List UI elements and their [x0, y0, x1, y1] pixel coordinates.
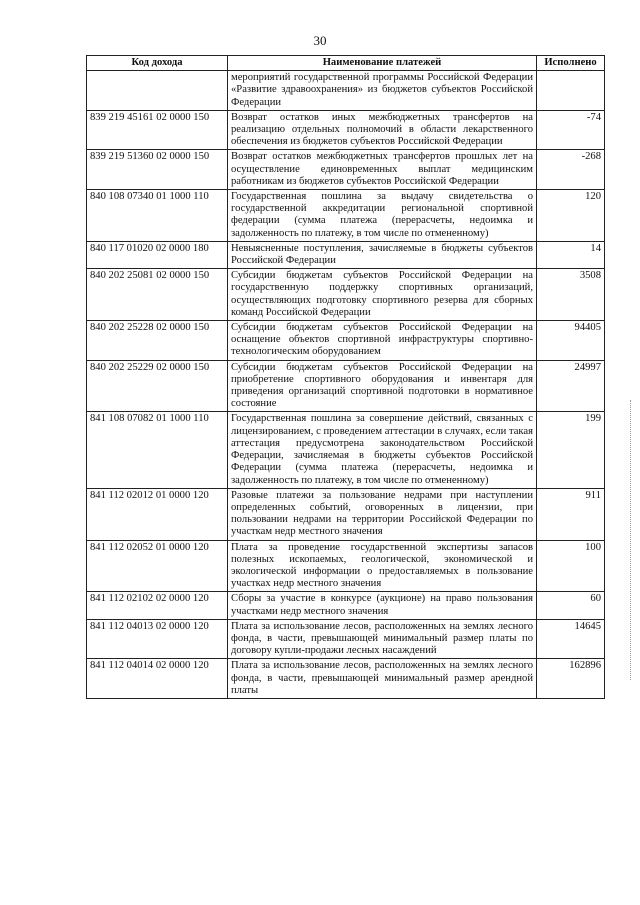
cell-code: [87, 71, 228, 111]
cell-name: Возврат остатков межбюджетных трансфертов прошлых лет на осуществление единовременных выплат медицинским работникам из бюджетов субъектов Российской Федерации: [228, 150, 537, 190]
cell-code: 841 112 02052 01 0000 120: [87, 540, 228, 592]
cell-code: 840 202 25228 02 0000 150: [87, 321, 228, 361]
cell-code: 839 219 51360 02 0000 150: [87, 150, 228, 190]
cell-amount: 162896: [537, 659, 605, 699]
table-row: [87, 360, 605, 412]
cell-amount: 14: [537, 241, 605, 268]
cell-name: Государственная пошлина за выдачу свидетельства о государственной аккредитации региональной спортивной федерации (сумма платежа (перерасчеты, недоимка и задолженность по платежу, в том числе по отмененному): [228, 190, 537, 242]
table-row: [87, 241, 605, 268]
revenue-table: [86, 55, 605, 699]
cell-code: 840 108 07340 01 1000 110: [87, 190, 228, 242]
table-row: [87, 321, 605, 361]
table-row: [87, 659, 605, 699]
cell-code: 841 112 04014 02 0000 120: [87, 659, 228, 699]
cell-name: Плата за использование лесов, расположенных на землях лесного фонда, в части, превышающей минимальный размер платы по договору купли-продажи лесных насаждений: [228, 619, 537, 659]
cell-amount: 94405: [537, 321, 605, 361]
cell-code: 840 202 25229 02 0000 150: [87, 360, 228, 412]
cell-amount: -268: [537, 150, 605, 190]
cell-code: 841 112 02012 01 0000 120: [87, 488, 228, 540]
cell-code: 841 112 04013 02 0000 120: [87, 619, 228, 659]
cell-name: Государственная пошлина за совершение действий, связанных с лицензированием, с проведением аттестации в случаях, если такая аттестация предусмотрена законодательством Российской Федерации, зачисляемая в бюджеты субъектов Российской Федерации (сумма платежа (перерасчеты, недоимка и задолженность по платежу, в том числе по отмененному): [228, 412, 537, 488]
cell-name: Плата за проведение государственной экспертизы запасов полезных ископаемых, геологической, экономической и экологической информации о предоставляемых в пользование участках недр местного значения: [228, 540, 537, 592]
cell-amount: 3508: [537, 269, 605, 321]
table-row: [87, 488, 605, 540]
table-row: [87, 190, 605, 242]
table-row: [87, 110, 605, 150]
cell-name: Субсидии бюджетам субъектов Российской Федерации на государственную поддержку спортивных организаций, осуществляющих подготовку спортивного резерва для сборных команд Российской Федерации: [228, 269, 537, 321]
page-number: 30: [313, 33, 327, 48]
cell-amount: 14645: [537, 619, 605, 659]
cell-amount: 24997: [537, 360, 605, 412]
cell-name: мероприятий государственной программы Российской Федерации «Развитие здравоохранения» из бюджетов субъектов Российской Федерации: [228, 71, 537, 111]
table-row: [87, 71, 605, 111]
cell-amount: 60: [537, 592, 605, 619]
cell-code: 839 219 45161 02 0000 150: [87, 110, 228, 150]
cell-amount: 120: [537, 190, 605, 242]
table-row: [87, 269, 605, 321]
table-header-row: [87, 56, 605, 71]
header-amount: Исполнено: [537, 56, 605, 71]
cell-code: 841 108 07082 01 1000 110: [87, 412, 228, 488]
cell-name: Плата за использование лесов, расположенных на землях лесного фонда, в части, превышающей минимальный размер арендной платы: [228, 659, 537, 699]
cell-name: Невыясненные поступления, зачисляемые в бюджеты субъектов Российской Федерации: [228, 241, 537, 268]
cell-amount: -74: [537, 110, 605, 150]
table-row: [87, 150, 605, 190]
scan-edge-mark: [630, 400, 634, 680]
cell-name: Субсидии бюджетам субъектов Российской Федерации на приобретение спортивного оборудования и инвентаря для приведения организаций спортивной подготовки в нормативное состояние: [228, 360, 537, 412]
cell-amount: 100: [537, 540, 605, 592]
cell-name: Субсидии бюджетам субъектов Российской Федерации на оснащение объектов спортивной инфраструктуры спортивно-технологическим оборудованием: [228, 321, 537, 361]
cell-amount: [537, 71, 605, 111]
cell-amount: 911: [537, 488, 605, 540]
cell-name: Возврат остатков иных межбюджетных трансфертов на реализацию отдельных полномочий в области лекарственного обеспечения из бюджетов субъектов Российской Федерации: [228, 110, 537, 150]
cell-amount: 199: [537, 412, 605, 488]
cell-code: 840 117 01020 02 0000 180: [87, 241, 228, 268]
header-code: Код дохода: [87, 56, 228, 71]
table-row: [87, 540, 605, 592]
table-row: [87, 592, 605, 619]
cell-code: 841 112 02102 02 0000 120: [87, 592, 228, 619]
cell-name: Разовые платежи за пользование недрами при наступлении определенных событий, оговоренных в лицензии, при пользовании недрами на территории Российской Федерации по участкам недр местного значения: [228, 488, 537, 540]
table-row: [87, 412, 605, 488]
cell-name: Сборы за участие в конкурсе (аукционе) на право пользования участками недр местного значения: [228, 592, 537, 619]
table-row: [87, 619, 605, 659]
cell-code: 840 202 25081 02 0000 150: [87, 269, 228, 321]
header-name: Наименование платежей: [228, 56, 537, 71]
table-body: [87, 71, 605, 699]
